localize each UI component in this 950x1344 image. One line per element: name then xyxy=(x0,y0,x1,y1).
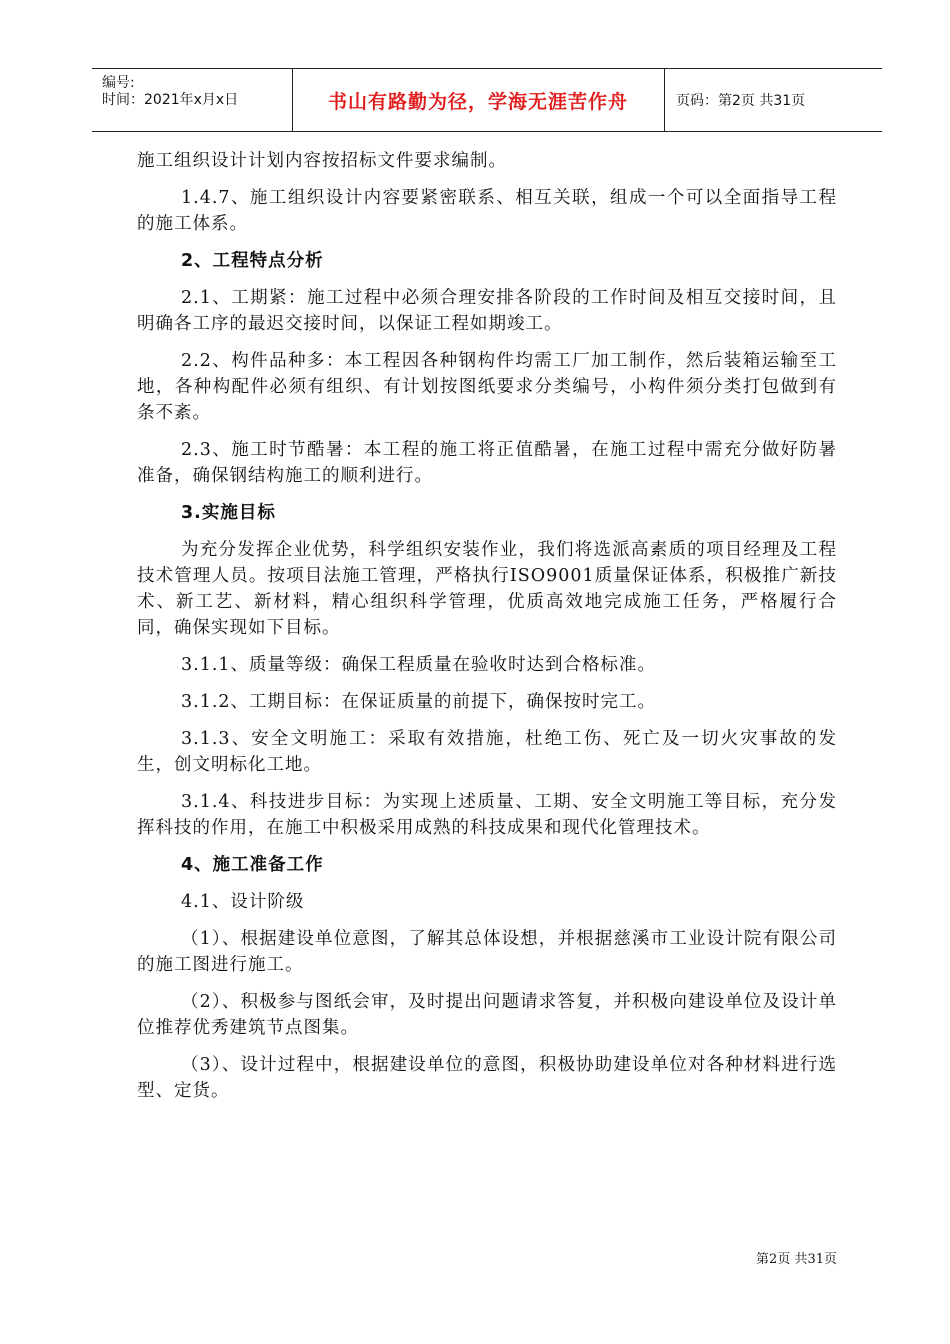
doc-time-label: 时间：2021年x月x日 xyxy=(102,92,239,108)
header-page-cell xyxy=(664,69,882,131)
motto-text: 书山有路勤为径，学海无涯苦作舟 xyxy=(327,91,628,113)
paragraph: 2.2、构件品种多：本工程因各种钢构件均需工厂加工制作，然后装箱运输至工地，各种构配件必须有组织、有计划按图纸要求分类编号，小构件须分类打包做到有条不紊。 xyxy=(137,351,837,423)
paragraph: 3.1.4、科技进步目标：为实现上述质量、工期、安全文明施工等目标，充分发挥科技的作用，在施工中积极采用成熟的科技成果和现代化管理技术。 xyxy=(137,792,837,838)
document-body xyxy=(137,148,837,1115)
header-motto-cell xyxy=(292,69,665,131)
paragraph: 3.1.3、安全文明施工：采取有效措施，杜绝工伤、死亡及一切火灾事故的发生，创文明标化工地。 xyxy=(137,729,837,775)
paragraph: 1.4.7、施工组织设计内容要紧密联系、相互关联，组成一个可以全面指导工程的施工体系。 xyxy=(137,188,837,234)
paragraph: 为充分发挥企业优势，科学组织安装作业，我们将选派高素质的项目经理及工程技术管理人员。按项目法施工管理，严格执行ISO9001质量保证体系，积极推广新技术、新工艺、新材料，精心组织科学管理，优质高效地完成施工任务，严格履行合同，确保实现如下目标。 xyxy=(137,540,837,638)
section-heading: 2、工程特点分析 xyxy=(181,251,324,271)
header-meta-cell xyxy=(92,69,293,131)
paragraph: （3）、设计过程中，根据建设单位的意图，积极协助建设单位对各种材料进行选型、定货。 xyxy=(137,1055,837,1101)
paragraph: 2.3、施工时节酷暑：本工程的施工将正值酷暑，在施工过程中需充分做好防暑准备，确保钢结构施工的顺利进行。 xyxy=(137,440,837,486)
paragraph: 2.1、工期紧：施工过程中必须合理安排各阶段的工作时间及相互交接时间，且明确各工序的最迟交接时间，以保证工程如期竣工。 xyxy=(137,288,837,334)
footer-page-number: 第2页 共31页 xyxy=(756,1252,837,1267)
paragraph: 3.1.1、质量等级：确保工程质量在验收时达到合格标准。 xyxy=(181,655,657,675)
paragraph: （2）、积极参与图纸会审，及时提出问题请求答复，并积极向建设单位及设计单位推荐优秀建筑节点图集。 xyxy=(137,992,837,1038)
section-heading: 4、施工准备工作 xyxy=(181,855,324,875)
paragraph: （1）、根据建设单位意图，了解其总体设想，并根据慈溪市工业设计院有限公司的施工图进行施工。 xyxy=(137,929,837,975)
section-heading: 3.实施目标 xyxy=(181,503,276,523)
paragraph: 4.1、设计阶级 xyxy=(181,892,305,912)
page-header xyxy=(92,68,882,132)
paragraph: 施工组织设计计划内容按招标文件要求编制。 xyxy=(137,151,507,171)
doc-code-label: 编号: xyxy=(102,75,135,91)
header-page-info: 页码：第2页 共31页 xyxy=(676,93,806,109)
paragraph: 3.1.2、工期目标：在保证质量的前提下，确保按时完工。 xyxy=(181,692,657,712)
